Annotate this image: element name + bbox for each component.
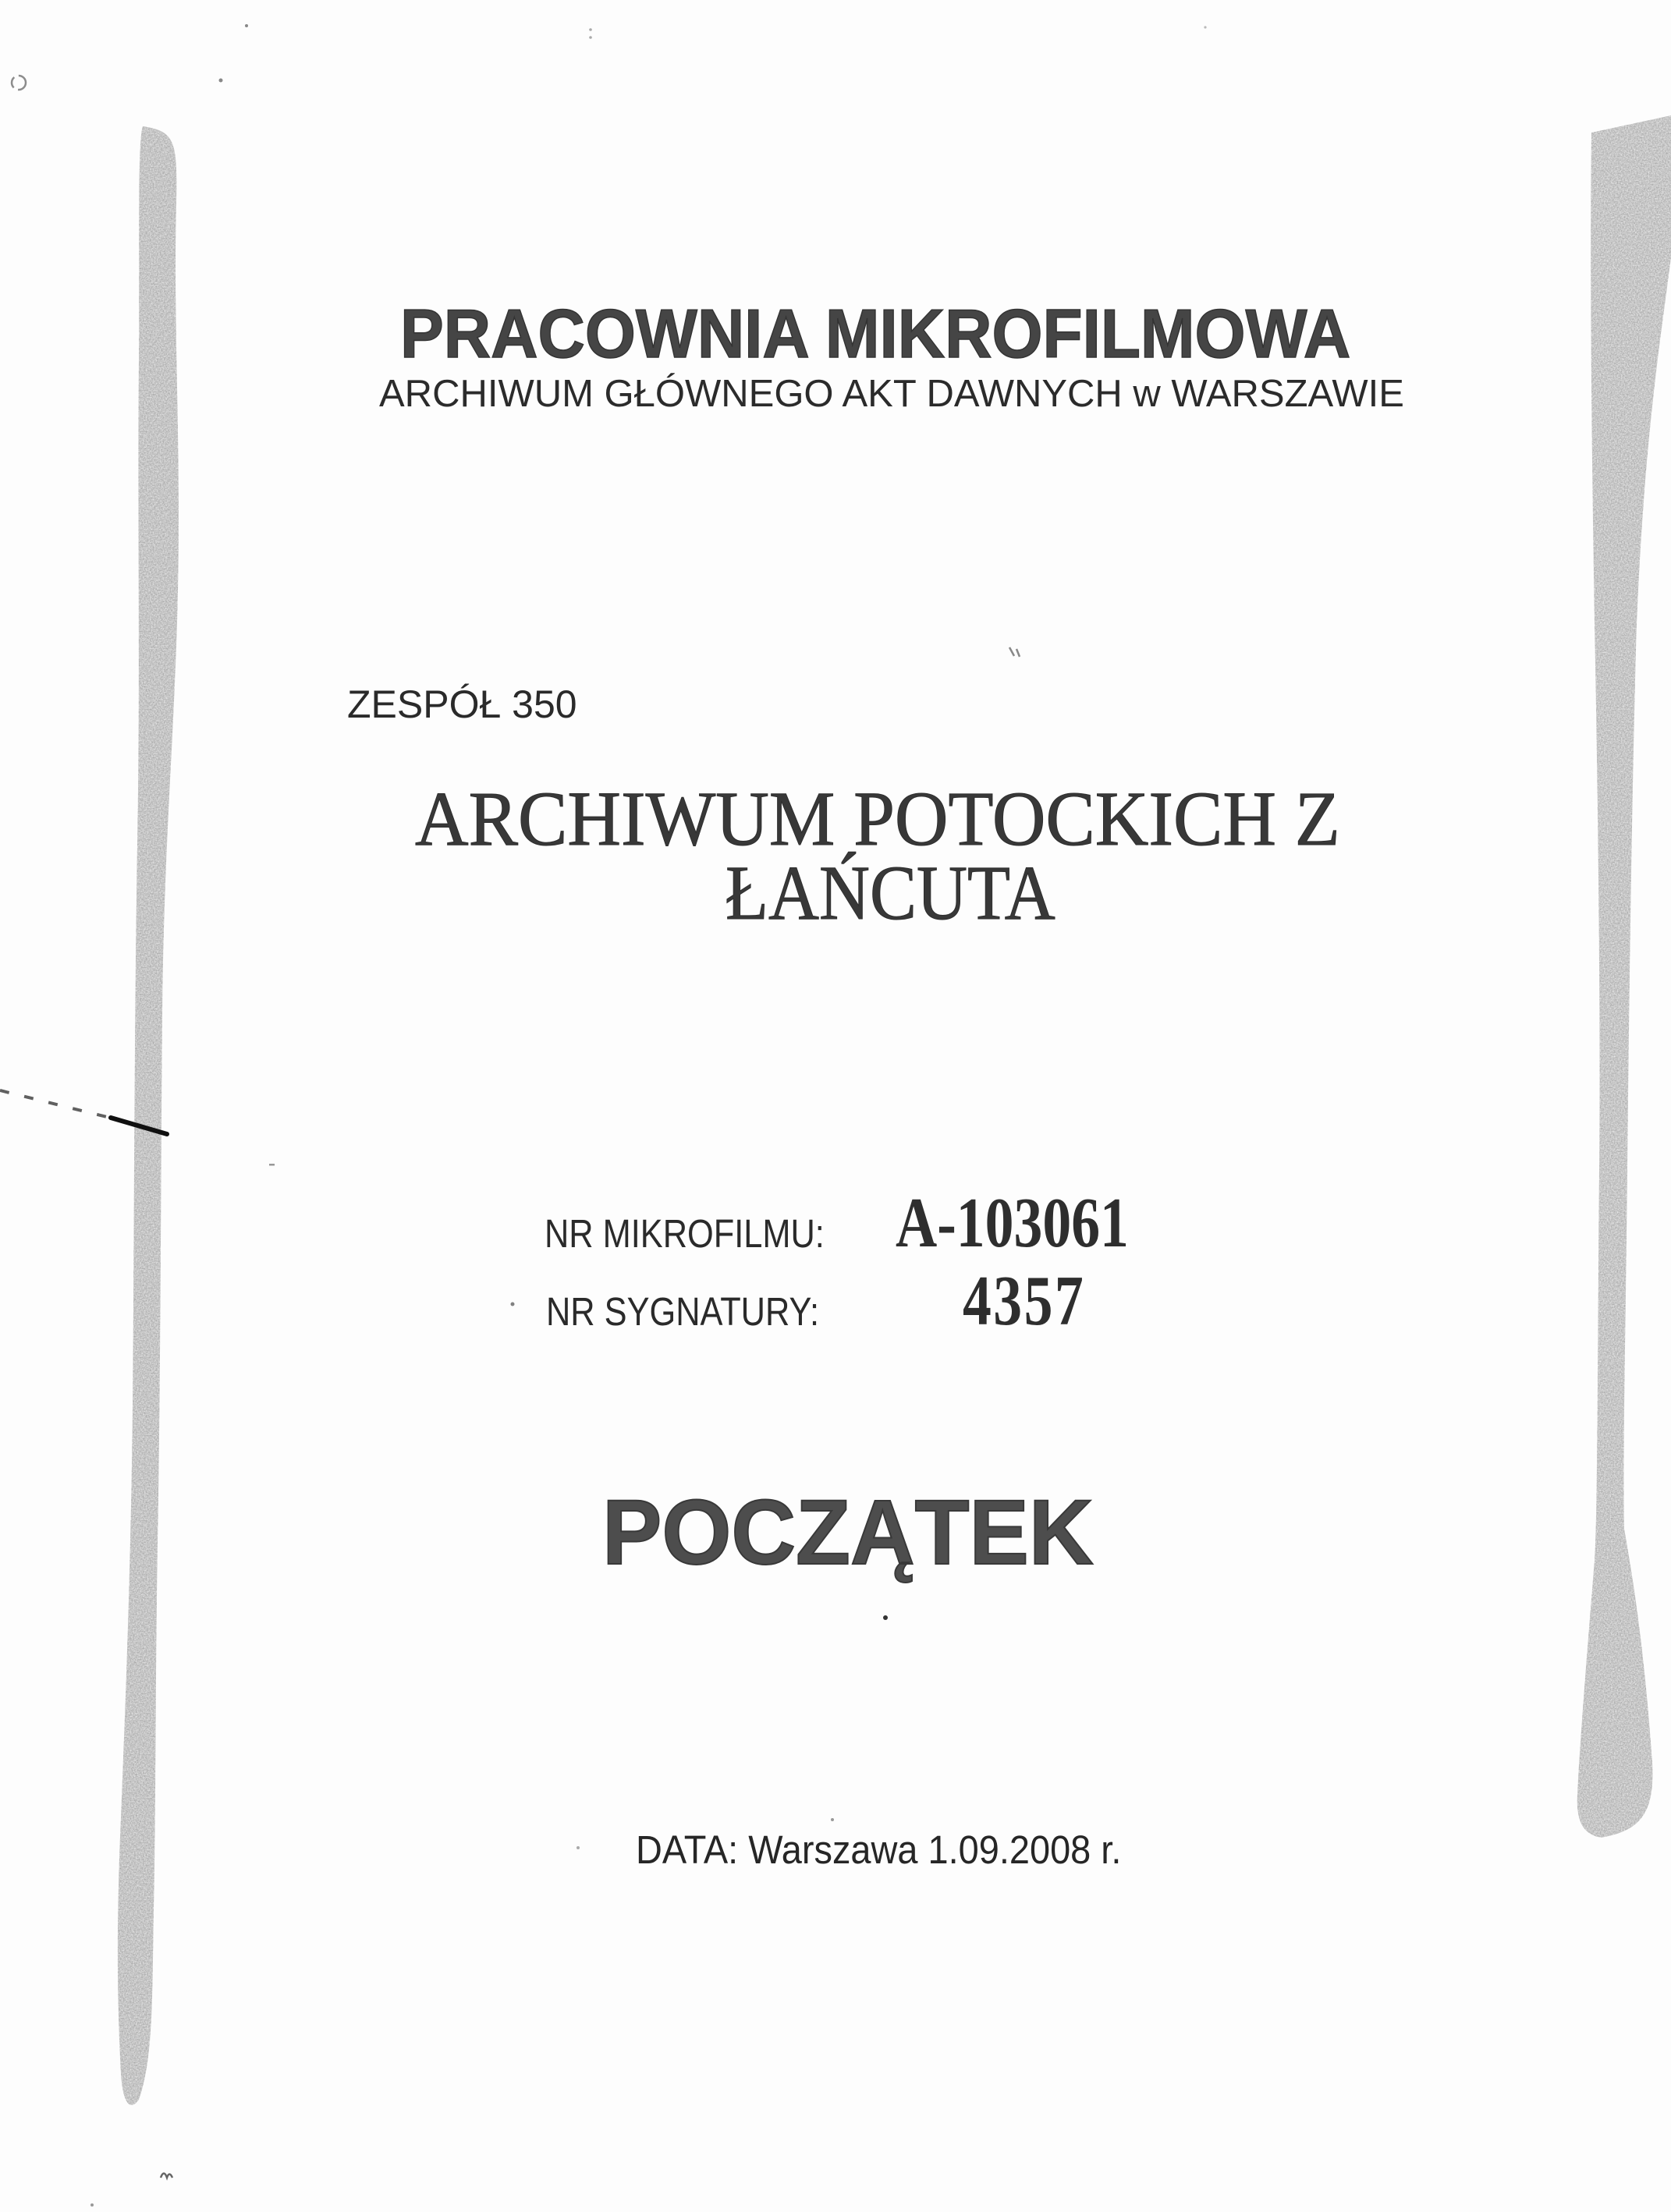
microfilm-number-label: NR MIKROFILMU:	[545, 1211, 825, 1256]
left-binding-smudge	[94, 94, 234, 2153]
signature-number-value: 4357	[963, 1261, 1086, 1340]
signature-number-label: NR SYGNATURY:	[546, 1289, 820, 1334]
fonds-title-line2: ŁAŃCUTA	[726, 849, 1055, 936]
right-binding-smudge	[1552, 94, 1671, 1888]
workshop-title: PRACOWNIA MIKROFILMOWA	[400, 295, 1351, 372]
microfilm-number-value: A-103061	[896, 1183, 1129, 1262]
archive-name-subtitle: ARCHIWUM GŁÓWNEGO AKT DAWNYCH w WARSZAWIE	[379, 373, 1404, 415]
date-line: DATA: Warszawa 1.09.2008 r.	[636, 1827, 1122, 1872]
fonds-number-label: ZESPÓŁ 350	[347, 682, 577, 726]
fonds-title-line1: ARCHIWUM POTOCKICH Z	[415, 775, 1340, 862]
scratch-line	[0, 1090, 167, 1134]
reel-start-marker: POCZĄTEK	[602, 1481, 1094, 1584]
